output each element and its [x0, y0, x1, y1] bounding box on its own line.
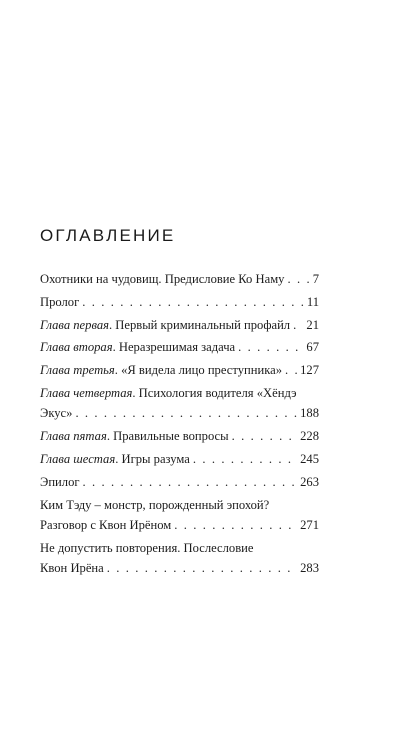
chapter-number: Глава вторая [40, 340, 113, 355]
toc-entry-title: Квон Ирёна [40, 561, 104, 576]
chapter-number: Глава третья [40, 363, 115, 378]
toc-entry-line [40, 403, 319, 423]
toc-entry-chapter-4 [40, 383, 319, 424]
toc-entry-page: 283 [300, 561, 319, 576]
toc-entry-chapter-1 [40, 315, 319, 335]
toc-entry-first-line: Ким Тэду – монстр, порожденный эпохой? [40, 497, 270, 512]
toc-entry-line [40, 315, 319, 335]
toc-entry-chapter-3 [40, 360, 319, 380]
toc-entry-line [40, 269, 319, 289]
toc-entry-label [40, 426, 229, 446]
toc-entry-title: . «Я видела лицо преступника» [114, 363, 283, 378]
toc-entry-label [40, 315, 290, 335]
toc-entry-label [40, 337, 235, 357]
toc-entry-title: Пролог [40, 294, 80, 309]
toc-entry-page: 7 [312, 272, 319, 286]
toc-entry-page: 263 [300, 474, 319, 489]
toc-entry-epilogue [40, 472, 319, 492]
toc-entry-page: 21 [306, 317, 319, 332]
toc-entry-chapter-2 [40, 337, 319, 357]
toc-entry-afterword [40, 538, 319, 579]
toc-entry-page: 11 [306, 294, 319, 309]
dot-leader [287, 269, 309, 289]
toc-entry-label [40, 360, 282, 380]
toc-entry-title: . Правильные вопросы [106, 429, 229, 444]
toc-entry-page: 245 [300, 451, 319, 466]
dot-leader [285, 360, 297, 380]
toc-entry-chapter-5 [40, 426, 319, 446]
toc-entry-line [40, 426, 319, 446]
toc-entry-title: . Неразрешимая задача [112, 340, 236, 355]
dot-leader [232, 426, 298, 446]
toc-entry-preface [40, 269, 319, 289]
dot-leader [83, 472, 298, 492]
toc-list [40, 269, 319, 581]
chapter-number: Глава первая [40, 317, 109, 332]
toc-entry-page: 127 [300, 363, 319, 378]
toc-entry-prologue [40, 292, 319, 312]
toc-entry-page: 188 [300, 406, 319, 421]
toc-entry-first-line: Не допустить повторения. Послесловие [40, 540, 254, 555]
dot-leader [193, 449, 297, 469]
dot-leader [174, 515, 297, 535]
dot-leader [75, 403, 297, 423]
toc-entry-interview [40, 495, 319, 536]
toc-entry-title: . Первый криминальный профайл [108, 317, 291, 332]
toc-entry-title: Эпилог [40, 474, 80, 489]
toc-entry-title: Экус» [40, 406, 73, 421]
toc-entry-page: 67 [306, 340, 319, 355]
toc-entry-title-part: . Психология водителя «Хёндэ [132, 385, 297, 400]
toc-entry-line [40, 337, 319, 357]
chapter-number: Глава шестая [40, 451, 116, 466]
toc-entry-line [40, 292, 319, 312]
dot-leader [238, 337, 303, 357]
dot-leader [293, 315, 303, 335]
dot-leader [107, 558, 297, 578]
toc-heading: ОГЛАВЛЕНИЕ [40, 226, 176, 245]
toc-entry-line [40, 558, 319, 578]
toc-entry-title: Охотники на чудовищ. Предисловие Ко Наму [40, 272, 285, 286]
toc-entry-title: . Игры разума [115, 451, 190, 466]
toc-entry-chapter-6 [40, 449, 319, 469]
toc-entry-first-line [40, 383, 319, 403]
chapter-number: Глава четвертая [40, 385, 133, 400]
toc-entry-page: 228 [300, 429, 319, 444]
toc-entry-label [40, 449, 190, 469]
dot-leader [82, 292, 304, 312]
toc-entry-line [40, 515, 319, 535]
toc-entry-line [40, 360, 319, 380]
toc-entry-title: Разговор с Квон Ирёном [40, 517, 172, 532]
toc-entry-page: 271 [300, 517, 319, 532]
toc-entry-line [40, 472, 319, 492]
chapter-number: Глава пятая [40, 429, 107, 444]
toc-entry-line [40, 449, 319, 469]
